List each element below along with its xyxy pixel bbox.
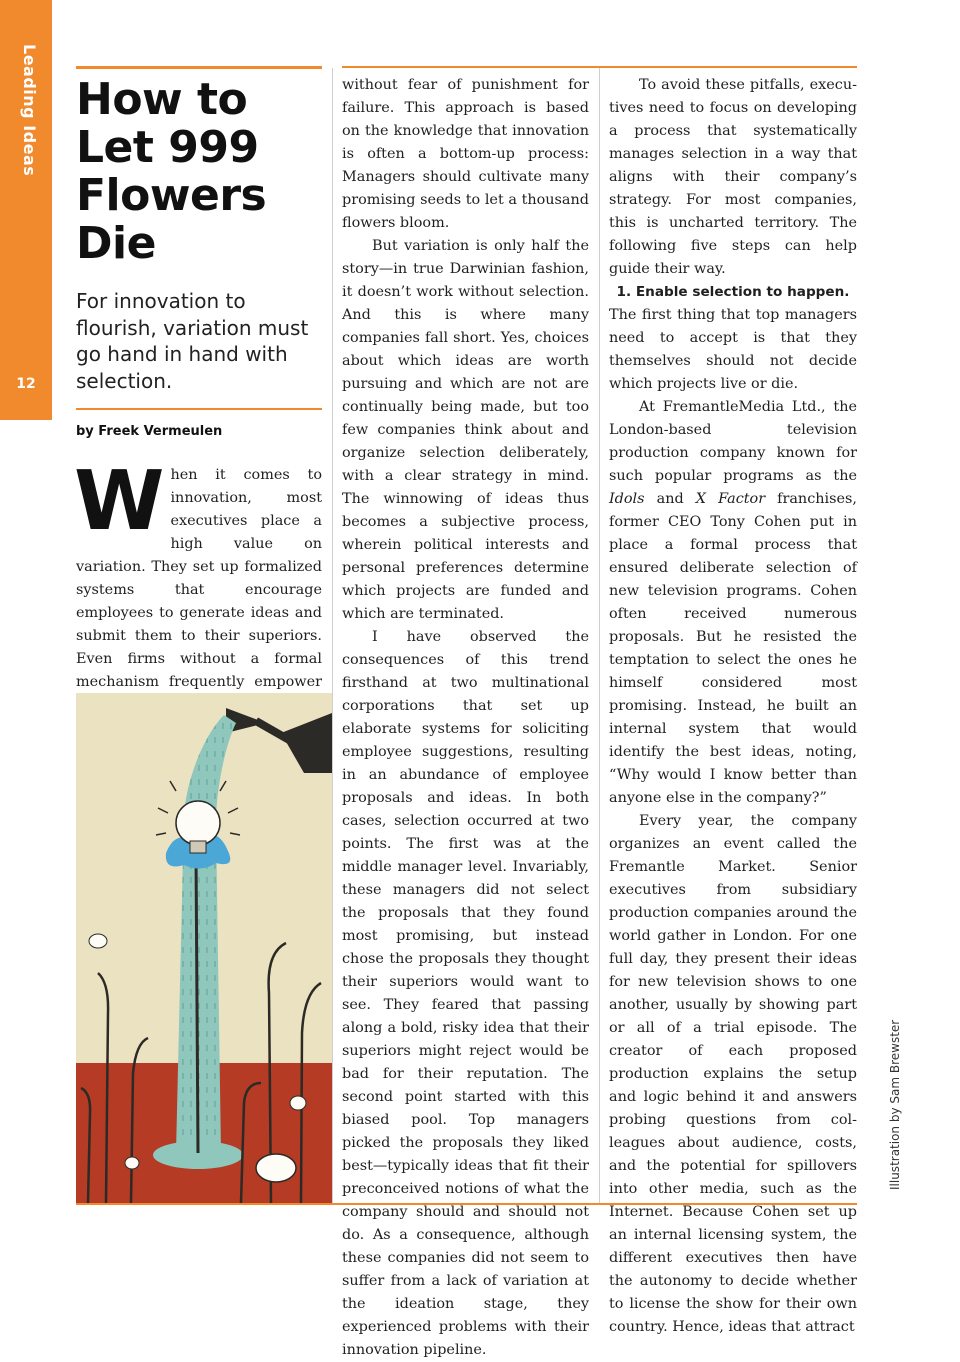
title-top-rule: [76, 66, 322, 69]
opening-text: hen it comes to innovation, most executives place a high value on variation. They set up formalized systems that encourage employees to generate ideas and submit them to their superiors. Even firms without a formal mechanism frequently empower: [76, 467, 322, 690]
byline-rule: [76, 408, 322, 410]
illustration-art: [76, 693, 332, 1203]
text-run: and: [644, 491, 696, 507]
program-title: Idols: [609, 491, 645, 507]
opening-paragraph: [74, 454, 322, 717]
paragraph: Every year, the company organizes an event called the Fremantle Market. Senior executives from subsidiary production companies around the world gather in London. For one full day, they present their ideas for new television shows to one another, usually by showing part or all of a trial episode. The creator of each proposed production explains the setup and logic behind it and answers probing questions from colleagues about audience, costs, and the potential for spillovers into other media, such as the Internet. Because Cohen set up an internal licensing system, the different executives then have the autonomy to decide whether to license the show for their own country. Hence, ideas that attract: [609, 813, 857, 1335]
section-label: Leading Ideas: [20, 44, 39, 177]
drop-cap: W: [74, 454, 165, 549]
text-run: franchises, former CEO Tony Cohen put in place a formal process that ensured deliberate selection of new television programs. Cohen often received numerous proposals. But he resisted the temptation to select the ones he himself considered most promising. Instead, he built an internal system that would identify the best ideas, noting, “Why would I know better than anyone else in the company?”: [609, 491, 857, 806]
article-dek: For innovation to flourish, variation must go hand in hand with selection.: [76, 289, 309, 393]
byline: by Freek Vermeulen: [76, 424, 223, 439]
body-column-1: [74, 454, 322, 717]
paragraph: But variation is only half the story—in true Darwinian fashion, it doesn’t work without selection. And this is where many companies fall short. Yes, choices about which ideas are worth pursuing and which are not are continually being made, but too few companies think about and organize selection deliberately, with a clear strategy in mind. The winnowing of ideas thus becomes a subjective process, wherein political interests and personal preferences determine which projects are funded and which are terminated.: [342, 238, 589, 622]
illustration-credit: Illustration by Sam Brewster: [888, 1019, 902, 1190]
paragraph: The first thing that top managers need to accept is that they themselves should not decide which projects live or die.: [609, 307, 857, 392]
text-run: At FremantleMedia Ltd., the London-based television production company known for such popular programs as the: [609, 399, 857, 484]
paragraph: I have observed the consequences of this trend firsthand at two multinational corporations that set up elaborate systems for soliciting employee suggestions, resulting in an abundance of employee proposals and ideas. In both cases, selection occurred at two points. The first was at the middle manager level. Invariably, these managers did not select the proposals that they found most promising, but instead chose the proposals they thought their superiors would want to see. They feared that passing along a bold, risky idea that their superiors might reject would be bad for their reputation. The second point started with this biased pool. Top managers picked the proposals they liked best—typically ideas that fit their preconceived notions of what the company should and should not do. As a consequence, although these companies did not seem to suffer from a lack of variation at the ideation stage, they experienced problems with their innovation pipeline.: [342, 629, 589, 1358]
paragraph: without fear of punishment for failure. This approach is based on the knowledge that innovation is often a bottom-up process: Managers should cultivate many promising seeds to let a thousand flowers bloom.: [342, 77, 589, 231]
column-divider: [599, 68, 600, 1203]
body-column-2: [342, 74, 589, 1362]
small-bulb-icon: [125, 1157, 139, 1169]
page-number: 12: [16, 376, 36, 392]
program-title: X Factor: [695, 491, 766, 507]
small-bulb-icon: [290, 1096, 306, 1110]
step-heading: [609, 281, 857, 304]
main-stem: [196, 853, 198, 1153]
lightbulb-icon: [176, 801, 220, 845]
illustration: [76, 693, 332, 1203]
paragraph: To avoid these pitfalls, executives need to focus on developing a process that systematically manages selection in a way that aligns with their company’s strategy. For most companies, this is uncharted territory. The following five steps can help guide their way.: [609, 77, 857, 277]
step-1-heading: 1. Enable selection to happen.: [616, 284, 850, 300]
column-divider: [332, 68, 333, 1203]
body-column-3: [609, 74, 857, 1339]
article-title: How to Let 999 Flowers Die: [76, 74, 267, 269]
fallen-bulb-icon: [256, 1154, 296, 1182]
paragraph: [609, 396, 857, 810]
small-bulb-icon: [89, 934, 107, 948]
